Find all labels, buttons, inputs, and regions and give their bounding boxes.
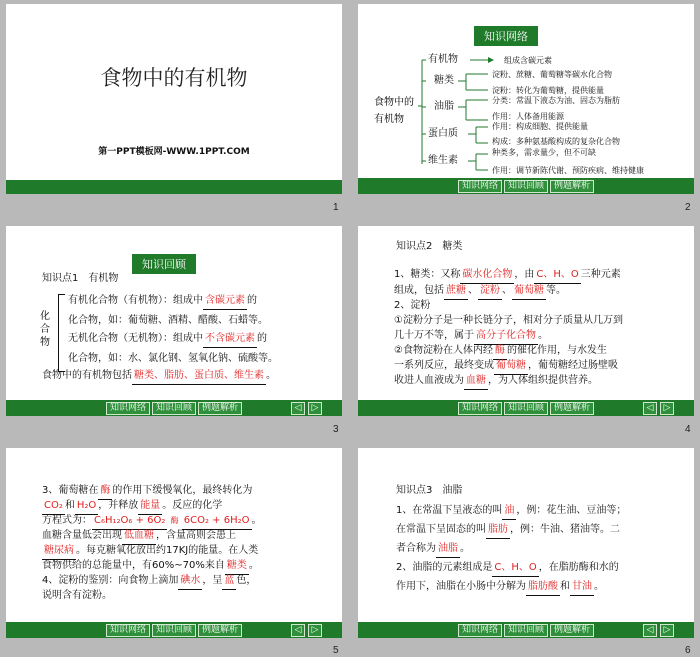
brace bbox=[58, 294, 65, 372]
bottom-bar bbox=[6, 400, 342, 416]
next-arrow-icon[interactable]: ▷ bbox=[308, 624, 322, 637]
fat-line-4 bbox=[396, 559, 619, 577]
node-vitamin: 维生素 bbox=[428, 155, 458, 166]
prev-arrow-icon[interactable]: ◁ bbox=[643, 402, 657, 415]
text-segment: 的催化作用，与水发生 bbox=[506, 345, 607, 356]
answer-blank: CO₂ bbox=[42, 497, 65, 515]
text-segment: 几十万不等，属于 bbox=[394, 330, 474, 341]
next-arrow-icon[interactable]: ▷ bbox=[660, 624, 674, 637]
tab-example-analysis[interactable]: 例题解析 bbox=[550, 402, 594, 415]
enzyme-label: 酶 bbox=[170, 516, 179, 525]
answer-blank: 淀粉 bbox=[478, 282, 502, 300]
slide-2[interactable] bbox=[358, 4, 694, 194]
slide-1[interactable] bbox=[6, 4, 342, 194]
slide-3[interactable] bbox=[6, 226, 342, 416]
organic-line-1 bbox=[68, 292, 257, 310]
answer-blank: C₆H₁₂O₆ + 6O₂ bbox=[92, 512, 167, 530]
text-segment: 作用下，油脂在小肠中分解为 bbox=[396, 581, 526, 592]
text-segment: 食物供给的总能量中，有60%~70%来自 bbox=[42, 560, 225, 571]
answer-blank: 蓝 bbox=[222, 572, 236, 590]
tab-example-analysis[interactable]: 例题解析 bbox=[550, 624, 594, 637]
next-arrow-icon[interactable]: ▷ bbox=[660, 402, 674, 415]
text-segment: 。 bbox=[248, 560, 259, 571]
tab-knowledge-network[interactable]: 知识网络 bbox=[106, 624, 150, 637]
text-segment: 。 bbox=[538, 330, 548, 341]
prev-arrow-icon[interactable]: ◁ bbox=[643, 624, 657, 637]
leaf-fat-2: 作用：人体备用能源 bbox=[492, 112, 564, 121]
leaf-sugar-1: 淀粉、蔗糖、葡萄糖等碳水化合物 bbox=[492, 70, 612, 79]
answer-blank: 葡萄糖 bbox=[494, 357, 528, 375]
starch-heading: 2、淀粉 bbox=[394, 300, 431, 311]
text-segment: ，呈 bbox=[202, 575, 223, 586]
fat-line-3 bbox=[396, 540, 470, 558]
prev-arrow-icon[interactable]: ◁ bbox=[291, 402, 305, 415]
text-segment: 3、葡萄糖在 bbox=[42, 485, 99, 496]
slide-number: 6 bbox=[685, 645, 691, 656]
bottom-bar bbox=[6, 622, 342, 638]
answer-blank: 葡萄糖 bbox=[512, 282, 546, 300]
bottom-bar bbox=[358, 400, 694, 416]
tab-example-analysis[interactable]: 例题解析 bbox=[198, 624, 242, 637]
knowledge-point-title: 知识点3 油脂 bbox=[396, 485, 463, 496]
starch-line-1: ①淀粉分子是一种长链分子，相对分子质量从几万到 bbox=[394, 315, 623, 326]
answer-blank: 不含碳元素 bbox=[203, 330, 257, 348]
leaf-sugar-2: 淀粉：转化为葡萄糖，提供能量 bbox=[492, 86, 604, 95]
text-segment: 、 bbox=[468, 285, 478, 296]
summary-line bbox=[42, 367, 276, 385]
text-segment: 者合称为 bbox=[396, 543, 436, 554]
tab-example-analysis[interactable]: 例题解析 bbox=[550, 180, 594, 193]
text-segment: ，为人体组织提供营养。 bbox=[488, 375, 598, 386]
text-segment: 1、在常温下呈液态的叫 bbox=[396, 505, 503, 516]
slide-5[interactable] bbox=[6, 448, 342, 638]
answer-blank: 甘油 bbox=[570, 578, 594, 596]
answer-blank: 能量 bbox=[138, 497, 162, 515]
answer-blank: 油 bbox=[502, 502, 516, 520]
bottom-bar bbox=[358, 622, 694, 638]
fat-line-5 bbox=[396, 578, 604, 596]
text-segment: 一系列反应，最终变成 bbox=[394, 360, 494, 371]
node-sugar: 糖类 bbox=[434, 75, 454, 86]
node-organic: 有机物 bbox=[428, 54, 458, 65]
tab-knowledge-network[interactable]: 知识网络 bbox=[458, 624, 502, 637]
bottom-bar bbox=[6, 180, 342, 194]
slide-number: 1 bbox=[333, 202, 339, 213]
text-segment: ，含量高则会患上 bbox=[156, 530, 236, 541]
text-segment: 的 bbox=[257, 333, 267, 344]
leaf-organic: 组成含碳元素 bbox=[504, 56, 552, 65]
tab-knowledge-network[interactable]: 知识网络 bbox=[458, 402, 502, 415]
fat-line-2 bbox=[396, 521, 620, 539]
answer-blank: 糖类 bbox=[225, 557, 249, 575]
slide-number: 3 bbox=[333, 424, 339, 435]
answer-blank: 糖尿病 bbox=[42, 542, 76, 560]
text-segment: ，在脂肪酶和水的 bbox=[538, 562, 619, 573]
text-segment: 4、淀粉的鉴别：向食物上滴加 bbox=[42, 575, 179, 586]
fat-line-1 bbox=[396, 502, 626, 520]
tab-knowledge-review[interactable]: 知识回顾 bbox=[504, 180, 548, 193]
text-segment: 。 bbox=[594, 581, 604, 592]
text-segment: ，由 bbox=[514, 269, 535, 280]
answer-blank: 高分子化合物 bbox=[474, 327, 538, 345]
answer-blank: 糖类、脂肪、蛋白质、维生素 bbox=[132, 367, 266, 385]
bottom-bar bbox=[358, 178, 694, 194]
text-segment: 。反应的化学 bbox=[162, 500, 223, 511]
inorganic-line-1 bbox=[68, 330, 267, 348]
leaf-protein-1: 作用：构成细胞、提供能量 bbox=[492, 122, 588, 131]
leaf-vitamin-1: 种类多，需求量少，但不可缺 bbox=[492, 148, 596, 157]
node-protein: 蛋白质 bbox=[428, 128, 458, 139]
starch-test-line-2: 说明含有淀粉。 bbox=[42, 590, 112, 601]
text-segment: ，并释放 bbox=[98, 500, 139, 511]
tree-root: 食物中的 有机物 bbox=[374, 97, 414, 125]
leaf-protein-2: 构成：多种氨基酸构成的复杂化合物 bbox=[492, 137, 620, 146]
text-segment: 三种元素 bbox=[580, 269, 621, 280]
leaf-fat-1: 分类：常温下液态为油、固态为脂肪 bbox=[492, 96, 620, 105]
text-segment: 和 bbox=[560, 581, 570, 592]
answer-blank: 脂肪 bbox=[486, 521, 510, 539]
prev-arrow-icon[interactable]: ◁ bbox=[291, 624, 305, 637]
knowledge-point-title: 知识点1 有机物 bbox=[42, 273, 119, 284]
text-segment: 2、油脂的元素组成是 bbox=[396, 562, 493, 573]
answer-blank: 酶 bbox=[493, 342, 507, 360]
text-segment: 无机化合物（无机物）：组成中 bbox=[68, 333, 203, 344]
answer-blank: 酶 bbox=[98, 482, 112, 500]
section-header: 知识回顾 bbox=[132, 254, 196, 274]
answer-blank: 蔗糖 bbox=[444, 282, 468, 300]
text-segment: 1、糖类：又称 bbox=[394, 269, 461, 280]
node-fat: 油脂 bbox=[434, 101, 454, 112]
answer-blank: 6CO₂ + 6H₂O bbox=[182, 512, 252, 530]
tab-knowledge-review[interactable]: 知识回顾 bbox=[152, 624, 196, 637]
tab-knowledge-review[interactable]: 知识回顾 bbox=[504, 624, 548, 637]
text-segment: 方程式为： bbox=[42, 515, 92, 526]
tab-knowledge-review[interactable]: 知识回顾 bbox=[152, 402, 196, 415]
slide-number: 2 bbox=[685, 202, 691, 213]
text-segment: 有机化合物（有机物）：组成中 bbox=[68, 295, 203, 306]
text-segment: 血糖含量低会出现 bbox=[42, 530, 122, 541]
starch-line-5 bbox=[394, 372, 598, 390]
text-segment: 的作用下缓慢氧化，最终转化为 bbox=[112, 485, 253, 496]
text-segment: ②食物淀粉在人体内经 bbox=[394, 345, 493, 356]
answer-blank: 碘水 bbox=[178, 572, 202, 590]
answer-blank: 脂肪酸 bbox=[526, 578, 560, 596]
text-segment: 色， bbox=[236, 575, 257, 586]
text-segment: 。 bbox=[266, 370, 276, 381]
inorganic-line-2: 化合物，如：水、氯化钢、氢氧化钠、硫酸等。 bbox=[68, 353, 278, 364]
text-segment: ，例：牛油、猪油等。二 bbox=[510, 524, 620, 535]
text-segment: 的 bbox=[247, 295, 257, 306]
slide-number: 5 bbox=[333, 645, 339, 656]
answer-blank: 含碳元素 bbox=[203, 292, 247, 310]
answer-blank: 低血糖 bbox=[122, 527, 156, 545]
text-segment: 等。 bbox=[546, 285, 566, 296]
next-arrow-icon[interactable]: ▷ bbox=[308, 402, 322, 415]
answer-blank: 油脂 bbox=[436, 540, 460, 558]
text-segment: 。 bbox=[251, 515, 262, 526]
bracket-label: 化合物 bbox=[40, 311, 50, 348]
answer-blank: C、H、O bbox=[492, 559, 538, 577]
text-segment: 、 bbox=[502, 285, 512, 296]
text-segment: ，例：花生油、豆油等； bbox=[516, 505, 627, 516]
text-segment: 收进人血液成为 bbox=[394, 375, 464, 386]
slide-number: 4 bbox=[685, 424, 691, 435]
slide-6[interactable] bbox=[358, 448, 694, 638]
tab-knowledge-network[interactable]: 知识网络 bbox=[458, 180, 502, 193]
slide-subtitle: 第一PPT模板网-WWW.1PPT.COM bbox=[98, 147, 250, 157]
section-header: 知识网络 bbox=[474, 26, 538, 46]
organic-line-2: 化合物，如：葡萄糖、酒精、醋酸、石蜡等。 bbox=[68, 315, 268, 326]
slide-title: 食物中的有机物 bbox=[100, 66, 248, 90]
knowledge-point-title: 知识点2 糖类 bbox=[396, 241, 463, 252]
answer-blank: C、H、O bbox=[534, 266, 580, 284]
text-segment: 在常温下呈固态的叫 bbox=[396, 524, 486, 535]
text-segment: 食物中的有机物包括 bbox=[42, 370, 132, 381]
text-segment: 和 bbox=[64, 500, 75, 511]
tab-knowledge-review[interactable]: 知识回顾 bbox=[504, 402, 548, 415]
text-segment: 。每克糖氧化放出约17KJ的能量。在人类 bbox=[76, 545, 259, 556]
tab-knowledge-network[interactable]: 知识网络 bbox=[106, 402, 150, 415]
answer-blank: 血糖 bbox=[464, 372, 488, 390]
leaf-vitamin-2: 作用：调节新陈代谢、预防疾病、维持健康 bbox=[492, 166, 644, 175]
slide-4[interactable] bbox=[358, 226, 694, 416]
answer-blank: H₂O bbox=[75, 497, 98, 515]
answer-blank: 碳水化合物 bbox=[460, 266, 514, 284]
text-segment: 。 bbox=[460, 543, 470, 554]
tab-example-analysis[interactable]: 例题解析 bbox=[198, 402, 242, 415]
text-segment: ，葡萄糖经过肠壁吸 bbox=[528, 360, 618, 371]
text-segment: 组成，包括 bbox=[394, 285, 444, 296]
